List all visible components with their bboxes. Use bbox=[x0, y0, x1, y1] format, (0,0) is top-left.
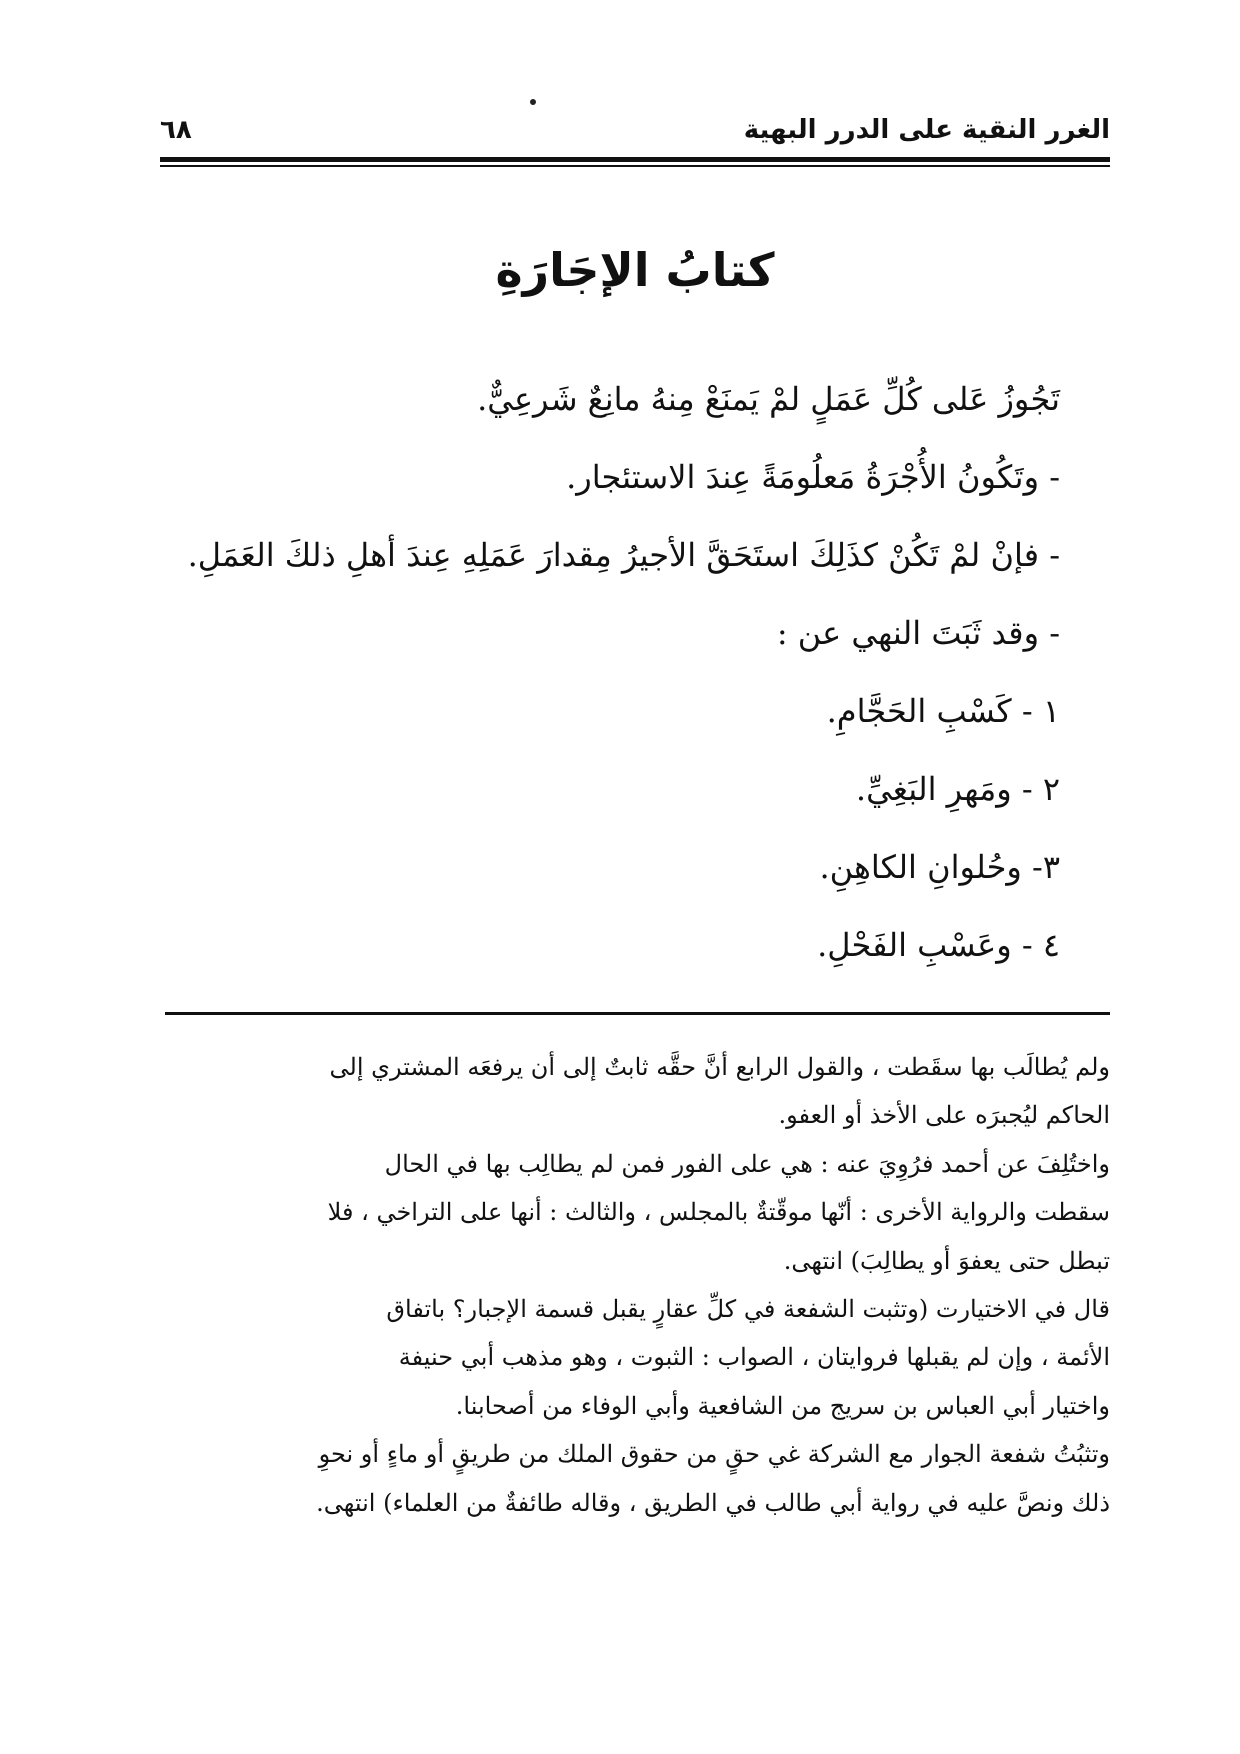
footnote-line: وتثبُتُ شفعة الجوار مع الشركة غي حقٍ من حقوق الملك من طريقٍ أو ماءٍ أو نحوِ bbox=[318, 1440, 1110, 1469]
footnote-line: ذلك ونصَّ عليه في رواية أبي طالب في الطريق ، وقاله طائفةٌ من العلماء) انتهى. bbox=[316, 1488, 1110, 1517]
main-text-line: تَجُوزُ عَلى كُلِّ عَمَلٍ لمْ يَمنَعْ مِنهُ مانِعٌ شَرعِيٌّ. bbox=[477, 380, 1060, 418]
header-dot-mark bbox=[530, 99, 536, 105]
prohibition-item: ٤ - وعَسْبِ الفَحْلِ. bbox=[817, 926, 1060, 964]
prohibition-item: ٢ - ومَهرِ البَغِيِّ. bbox=[855, 770, 1060, 808]
main-text-line: - وتَكُونُ الأُجْرَةُ مَعلُومَةً عِندَ الاستئجار. bbox=[566, 458, 1060, 496]
footnote-line: واختُلِفَ عن أحمد فرُوِيَ عنه : هي على الفور فمن لم يطالِب بها في الحال bbox=[384, 1149, 1110, 1178]
main-text-line: - فإنْ لمْ تَكُنْ كذَلِكَ استَحَقَّ الأجيرُ مِقدارَ عَمَلِهِ عِندَ أهلِ ذلكَ العَمَلِ. bbox=[187, 536, 1060, 574]
prohibition-item: ٣- وحُلوانِ الكاهِنِ. bbox=[819, 848, 1060, 886]
main-text bbox=[160, 360, 1060, 984]
header-rule-thick bbox=[160, 157, 1110, 162]
footnote-line: تبطل حتى يعفوَ أو يطالِبَ) انتهى. bbox=[783, 1246, 1110, 1275]
chapter-title: كتابُ الإجَارَةِ bbox=[495, 243, 775, 297]
footnote-line: قال في الاختيارت (وتثبت الشفعة في كلِّ عقارٍ يقبل قسمة الإجبار؟ باتفاق bbox=[386, 1294, 1110, 1323]
footnote-line: واختيار أبي العباس بن سريج من الشافعية وأبي الوفاء من أصحابنا. bbox=[455, 1391, 1110, 1420]
footnote-line: الأئمة ، وإن لم يقبلها فروايتان ، الصواب : الثبوت ، وهو مذهب أبي حنيفة bbox=[398, 1343, 1110, 1372]
footnote-separator bbox=[165, 1012, 1110, 1015]
prohibition-item: ١ - كَسْبِ الحَجَّامِ. bbox=[826, 692, 1060, 730]
running-header-title: الغرر النقية على الدرر البهية bbox=[743, 115, 1110, 145]
header-rule-thin bbox=[160, 165, 1110, 167]
running-header bbox=[160, 112, 1110, 158]
footnotes bbox=[160, 1043, 1110, 1527]
footnote-line: ولم يُطالَب بها سقَطت ، والقول الرابع أنَّ حقَّه ثابتٌ إلى أن يرفعَه المشتري إلى bbox=[329, 1053, 1110, 1081]
main-text-line: - وقد ثَبَتَ النهي عن : bbox=[776, 614, 1060, 652]
page-number: ٦٨ bbox=[160, 115, 192, 145]
footnote-line: سقطت والرواية الأخرى : أنّها موقّتةٌ بالمجلس ، والثالث : أنها على التراخي ، فلا bbox=[327, 1198, 1110, 1227]
footnote-line: الحاكم ليُجبرَه على الأخذ أو العفو. bbox=[778, 1101, 1110, 1130]
